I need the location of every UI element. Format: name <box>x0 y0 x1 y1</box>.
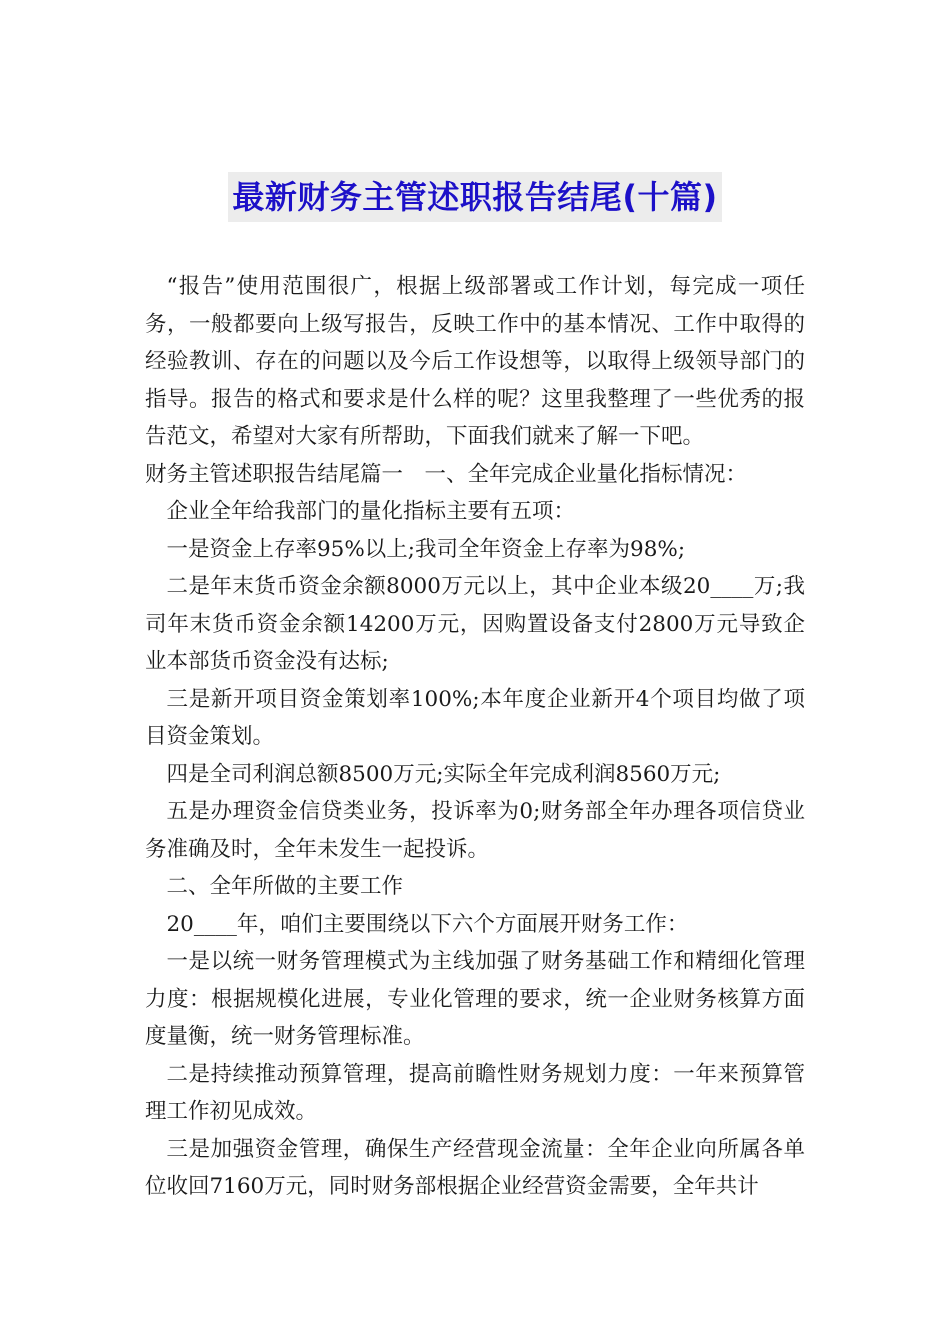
paragraph: 企业全年给我部门的量化指标主要有五项： <box>166 499 576 524</box>
paragraph: 五是办理资金信贷类业务，投诉率为0;财务部全年办理各项信贷业务准确及时，全年未发生一起投诉。 <box>145 799 805 862</box>
paragraph: 四是全司利润总额8500万元;实际全年完成利润8560万元; <box>166 761 721 787</box>
paragraph: 二是年末货币资金余额8000万元以上，其中企业本级20____万;我司年末货币资金余额14200万元，因购置设备支付2800万元导致企业本部货币资金没有达标; <box>145 574 805 674</box>
document-body <box>145 268 805 1206</box>
paragraph: 一是以统一财务管理模式为主线加强了财务基础工作和精细化管理力度：根据规模化进展，专业化管理的要求，统一企业财务核算方面度量衡，统一财务管理标准。 <box>145 949 805 1049</box>
paragraph: 三是加强资金管理，确保生产经营现金流量：全年企业向所属各单位收回7160万元，同时财务部根据企业经营资金需要，全年共计 <box>145 1136 805 1199</box>
paragraph: 二是持续推动预算管理，提高前瞻性财务规划力度：一年来预算管理工作初见成效。 <box>145 1061 805 1124</box>
paragraph: 一是资金上存率95%以上;我司全年资金上存率为98%; <box>166 536 686 562</box>
paragraph-subheading: 二、全年所做的主要工作 <box>166 874 404 899</box>
paragraph-section-heading: 财务主管述职报告结尾篇一 一、全年完成企业量化指标情况： <box>145 461 748 487</box>
title-wrap <box>145 172 805 222</box>
paragraph: 三是新开项目资金策划率100%;本年度企业新开4个项目均做了项目资金策划。 <box>145 686 805 749</box>
paragraph: 20____年，咱们主要围绕以下六个方面展开财务工作： <box>166 911 689 937</box>
paragraph-intro: “报告”使用范围很广，根据上级部署或工作计划，每完成一项任务，一般都要向上级写报告，反映工作中的基本情况、工作中取得的经验教训、存在的问题以及今后工作设想等，以取得上级领导部门的指导。报告的格式和要求是什么样的呢？这里我整理了一些优秀的报告范文，希望对大家有所帮助，下面我们就来了解一下吧。 <box>145 274 805 449</box>
document-title: 最新财务主管述职报告结尾(十篇) <box>228 172 721 222</box>
